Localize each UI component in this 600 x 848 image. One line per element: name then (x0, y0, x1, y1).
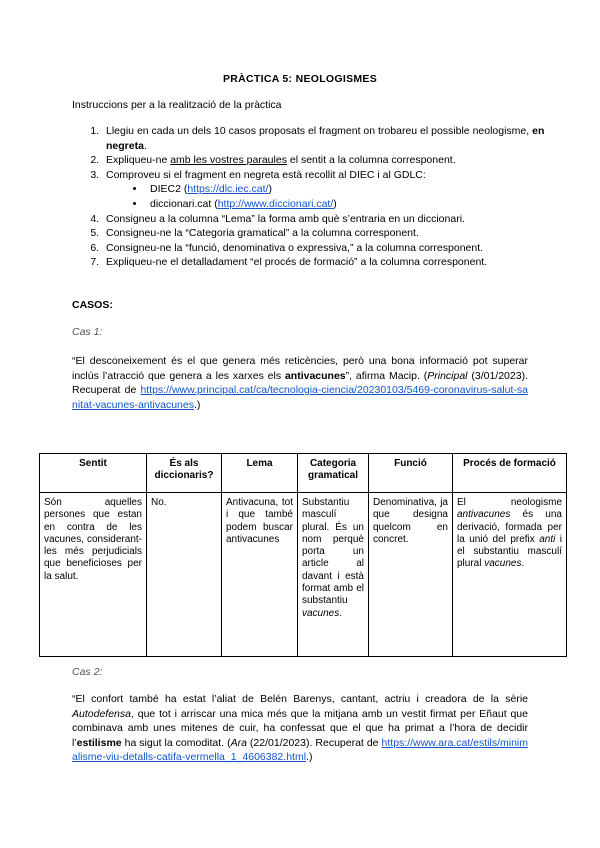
cell-categoria: Substantiu masculí plural. És un nom perquè porta un article al davant i està format amb el substantiu vacunes. (298, 493, 369, 657)
header-lema: Lema (222, 454, 298, 493)
cell-lema: Antivacuna, tot i que també podem buscar antivacunes (222, 493, 298, 657)
dictionary-list (106, 182, 562, 211)
table-header-row (40, 454, 567, 493)
case1-label: Cas 1: (72, 326, 103, 338)
source-name: Principal (427, 369, 468, 382)
instruction-step: 2. Expliqueu-ne amb les vostres paraules el sentit a la columna corresponent. (102, 153, 562, 168)
cell-proces: El neologisme antivacunes és una derivació, formada per la unió del prefix anti i el substantiu masculí plural vacunes. (453, 493, 567, 657)
case1-link[interactable]: https://www.principal.cat/ca/tecnologia-ciencia/20230103/5469-coronavirus-salut-sanitat-vacunes-antivacunes (72, 384, 528, 411)
instruction-step: 4. Consigneu a la columna “Lema” la forma amb què s’entraria en un diccionari. (102, 212, 562, 227)
instruction-step: 1. Llegiu en cada un dels 10 casos proposats el fragment on trobareu el possible neologisme, en negreta. (102, 124, 562, 153)
cell-funcio: Denominativa, ja que designa quelcom en concret. (369, 493, 453, 657)
analysis-table (39, 453, 567, 657)
cell-sentit: Són aquelles persones que estan en contra de les vacunes, considerant-les més perjudicials que beneficioses per la salut. (40, 493, 147, 657)
table-row (40, 493, 567, 657)
dictionary-item-diec: • DIEC2 (https://dlc.iec.cat/) (146, 182, 562, 197)
header-sentit: Sentit (40, 454, 147, 493)
underlined-text: amb les vostres paraules (170, 154, 287, 167)
instruction-step: 7. Expliqueu-ne el detalladament “el procés de formació” a la columna corresponent. (102, 255, 562, 270)
instructions-heading: Instruccions per a la realització de la pràctica (72, 99, 282, 111)
header-funcio: Funció (369, 454, 453, 493)
diec-link[interactable]: https://dlc.iec.cat/ (187, 183, 269, 196)
bold-text: en negreta (106, 125, 545, 152)
header-diccionaris: És als diccionaris? (147, 454, 222, 493)
instructions-list (72, 124, 562, 270)
header-categoria: Categoria gramatical (298, 454, 369, 493)
neologism-bold: antivacunes (284, 369, 346, 382)
neologism-bold: estilisme (76, 736, 122, 749)
page-title: PRÀCTICA 5: NEOLOGISMES (222, 73, 378, 85)
case1-paragraph: “El desconeixement és el que genera més reticències, però una bona informació pot superar inclús l’atracció que genera a les xarxes els antivacunes”, afirma Macip. (Principal (3/01/2023). Recuperat de https://www.principal.cat/ca/tecnologia-ciencia/20230103/5469-coronavirus-salut-sanitat-vacunes-antivacunes.) (72, 355, 528, 411)
cases-heading: CASOS: (72, 299, 113, 311)
case2-label: Cas 2: (72, 666, 103, 678)
dictionary-item-diccionari: • diccionari.cat (http://www.diccionari.cat/) (146, 197, 562, 212)
case2-paragraph: “El confort també ha estat l’aliat de Belén Barenys, cantant, actriu i creadora de la sèrie Autodefensa, que tot i arriscar una mica més que la mitjana amb un vestit firmat per Eñaut que combinava amb unes mitenes de cuir, ha confessat que el que ha primat a l’hora de decidir l’estilisme ha sigut la comoditat. (Ara (22/01/2023). Recuperat de https://www.ara.cat/estils/minimalisme-viu-detalls-catifa-vermella_1_4606382.html.) (72, 693, 528, 764)
diccionari-link[interactable]: http://www.diccionari.cat/ (217, 197, 334, 210)
instruction-step: 3. Comproveu si el fragment en negreta està recollit al DIEC i al GDLC: • DIEC2 (https://dlc.iec.cat/) • diccionari.cat (http://www.diccionari.cat/) (102, 168, 562, 212)
cell-diccionaris: No. (147, 493, 222, 657)
case2-link[interactable]: https://www.ara.cat/estils/minimalisme-viu-detalls-catifa-vermella_1_4606382.html (72, 736, 528, 764)
header-proces: Procés de formació (453, 454, 567, 493)
instruction-step: 6. Consigneu-ne la “funció, denominativa o expressiva,” a la columna corresponent. (102, 241, 562, 256)
instruction-step: 5. Consigneu-ne la “Categoria gramatical” a la columna corresponent. (102, 226, 562, 241)
